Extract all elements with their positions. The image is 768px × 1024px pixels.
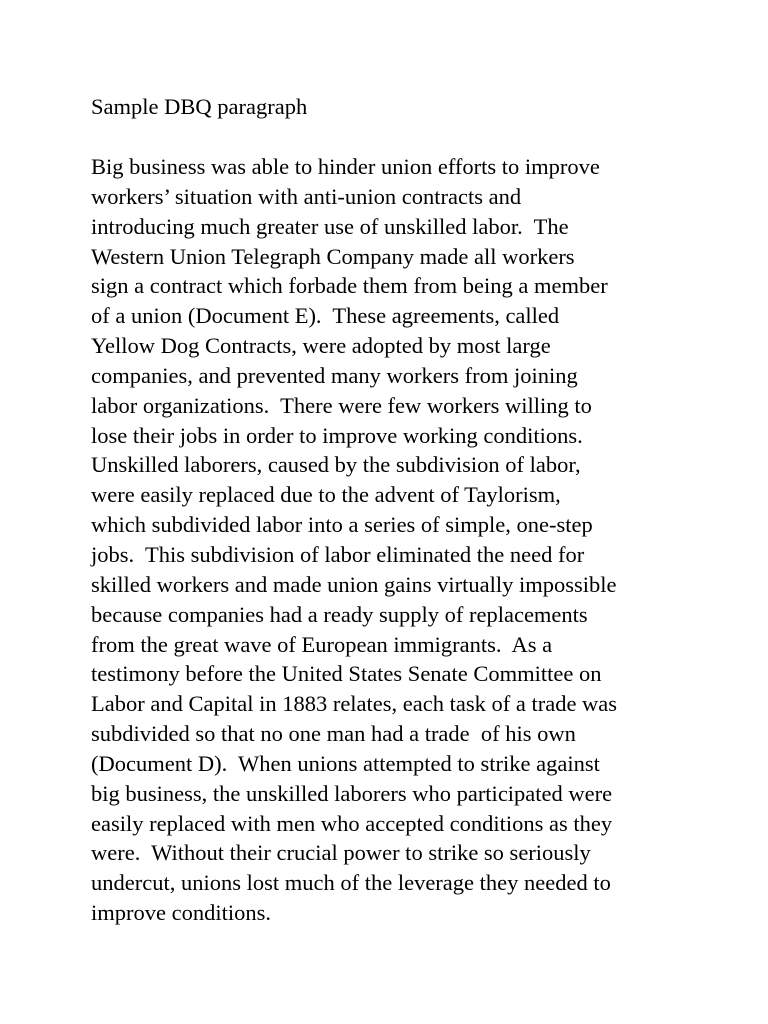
document-title: Sample DBQ paragraph [91,94,308,119]
document-body-paragraph: Big business was able to hinder union efforts to improve workers’ situation with anti-union contracts and introducing much greater use of unskilled labor. The Western Union Telegraph Company made all workers sign a contract which forbade them from being a member of a union (Document E). These agreements, called Yellow Dog Contracts, were adopted by most large companies, and prevented many workers from joining labor organizations. There were few workers willing to lose their jobs in order to improve working conditions. Unskilled laborers, caused by the subdivision of labor, were easily replaced due to the advent of Taylorism, which subdivided labor into a series of simple, one-step jobs. This subdivision of labor eliminated the need for skilled workers and made union gains virtually impossible because companies had a ready supply of replacements from the great wave of European immigrants. As a testimony before the United States Senate Committee on Labor and Capital in 1883 relates, each task of a trade was subdivided so that no one man had a trade of his own (Document D). When unions attempted to strike against big business, the unskilled laborers who participated were easily replaced with men who accepted conditions as they were. Without their crucial power to strike so seriously undercut, unions lost much of the leverage they needed to improve conditions. [91,154,618,926]
